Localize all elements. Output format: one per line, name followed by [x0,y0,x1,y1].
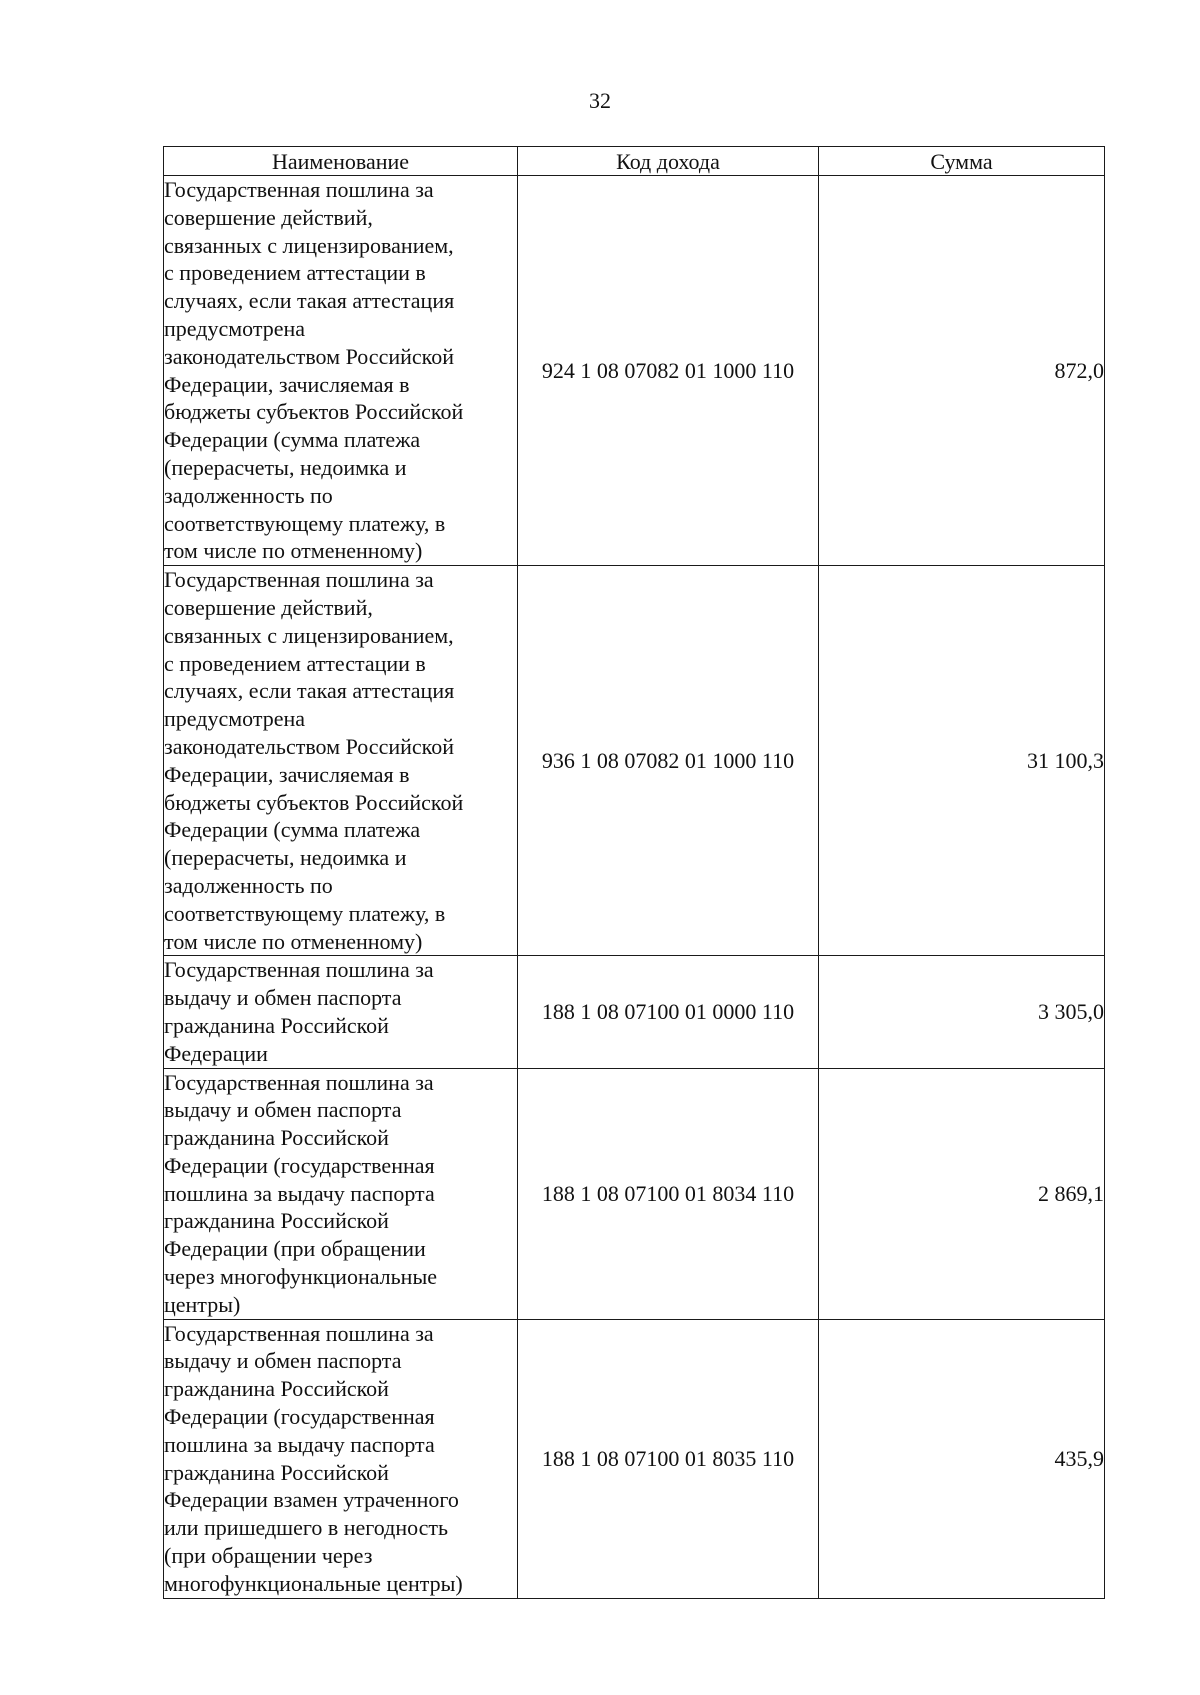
cell-name-line: пошлина за выдачу паспорта [164,1180,435,1206]
table-row [164,1319,1105,1598]
cell-name-line: гражданина Российской [164,1208,389,1234]
cell-name-line: совершение действий, [164,204,373,230]
header-code: Код дохода [518,147,819,176]
cell-name-line: Государственная пошлина за [164,1069,434,1095]
table-row [164,566,1105,956]
cell-name-line: (перерасчеты, недоимка и [164,845,407,871]
cell-name-line: с проведением аттестации в [164,260,426,286]
table-header [164,147,1105,176]
cell-name-line: случаях, если такая аттестация [164,288,455,314]
cell-name-line: пошлина за выдачу паспорта [164,1431,435,1457]
cell-name-line: совершение действий, [164,594,373,620]
header-name: Наименование [164,147,518,176]
table-row [164,956,1105,1068]
cell-code: 924 1 08 07082 01 1000 110 [518,176,819,566]
cell-name-line: Федерации, зачисляемая в [164,371,410,397]
cell-name-line: предусмотрена [164,706,306,732]
cell-name-line: Государственная пошлина за [164,177,434,202]
cell-name-line: или пришедшего в негодность [164,1515,449,1541]
cell-name-line: соответствующему платежу, в [164,900,446,926]
header-row [164,147,1105,176]
cell-name-line: с проведением аттестации в [164,650,426,676]
cell-name-line: гражданина Российской [164,1125,389,1151]
cell-name-line: задолженность по [164,482,333,508]
cell-name-line: законодательством Российской [164,343,454,369]
cell-name-line: Федерации [164,1040,268,1066]
cell-name-line: связанных с лицензированием, [164,232,454,258]
cell-name-line: выдачу и обмен паспорта [164,1348,402,1374]
table-row [164,1068,1105,1319]
table-row [164,176,1105,566]
cell-name-line: бюджеты субъектов Российской [164,789,464,815]
cell-sum: 3 305,0 [819,956,1105,1068]
cell-name-line: том числе по отмененному) [164,928,423,954]
cell-name-line: многофункциональные центры) [164,1570,463,1596]
cell-name-line: Государственная пошлина за [164,957,434,983]
cell-name [164,176,518,566]
cell-name-line: случаях, если такая аттестация [164,678,455,704]
cell-name-line: том числе по отмененному) [164,538,423,564]
cell-name [164,1068,518,1319]
cell-code: 188 1 08 07100 01 0000 110 [518,956,819,1068]
cell-name-line: выдачу и обмен паспорта [164,985,402,1011]
cell-name [164,566,518,956]
cell-sum: 31 100,3 [819,566,1105,956]
cell-code: 188 1 08 07100 01 8035 110 [518,1319,819,1598]
cell-name-line: бюджеты субъектов Российской [164,399,464,425]
cell-name-line: гражданина Российской [164,1459,389,1485]
cell-sum: 872,0 [819,176,1105,566]
cell-name-line: выдачу и обмен паспорта [164,1097,402,1123]
header-sum: Сумма [819,147,1105,176]
cell-name-line: соответствующему платежу, в [164,510,446,536]
cell-name-line: Федерации (сумма платежа [164,427,421,453]
cell-sum: 435,9 [819,1319,1105,1598]
cell-name-line: гражданина Российской [164,1012,389,1038]
cell-name-line: Федерации (сумма платежа [164,817,421,843]
revenue-table [163,146,1105,1599]
cell-name [164,1319,518,1598]
cell-name [164,956,518,1068]
cell-sum: 2 869,1 [819,1068,1105,1319]
cell-name-line: законодательством Российской [164,733,454,759]
cell-name-line: Федерации (государственная [164,1404,435,1430]
cell-name-line: гражданина Российской [164,1376,389,1402]
cell-name-line: (при обращении через [164,1543,373,1569]
cell-name-line: Государственная пошлина за [164,1320,434,1346]
cell-code: 188 1 08 07100 01 8034 110 [518,1068,819,1319]
cell-name-line: предусмотрена [164,315,306,341]
cell-code: 936 1 08 07082 01 1000 110 [518,566,819,956]
cell-name-line: связанных с лицензированием, [164,622,454,648]
cell-name-line: Федерации, зачисляемая в [164,761,410,787]
cell-name-line: центры) [164,1291,241,1317]
table-body [164,176,1105,1599]
cell-name-line: (перерасчеты, недоимка и [164,454,407,480]
page-number: 32 [589,88,611,113]
cell-name-line: через многофункциональные [164,1264,438,1290]
cell-name-line: Государственная пошлина за [164,567,434,593]
cell-name-line: Федерации взамен утраченного [164,1487,459,1513]
cell-name-line: Федерации (государственная [164,1152,435,1178]
cell-name-line: задолженность по [164,872,333,898]
cell-name-line: Федерации (при обращении [164,1236,426,1262]
